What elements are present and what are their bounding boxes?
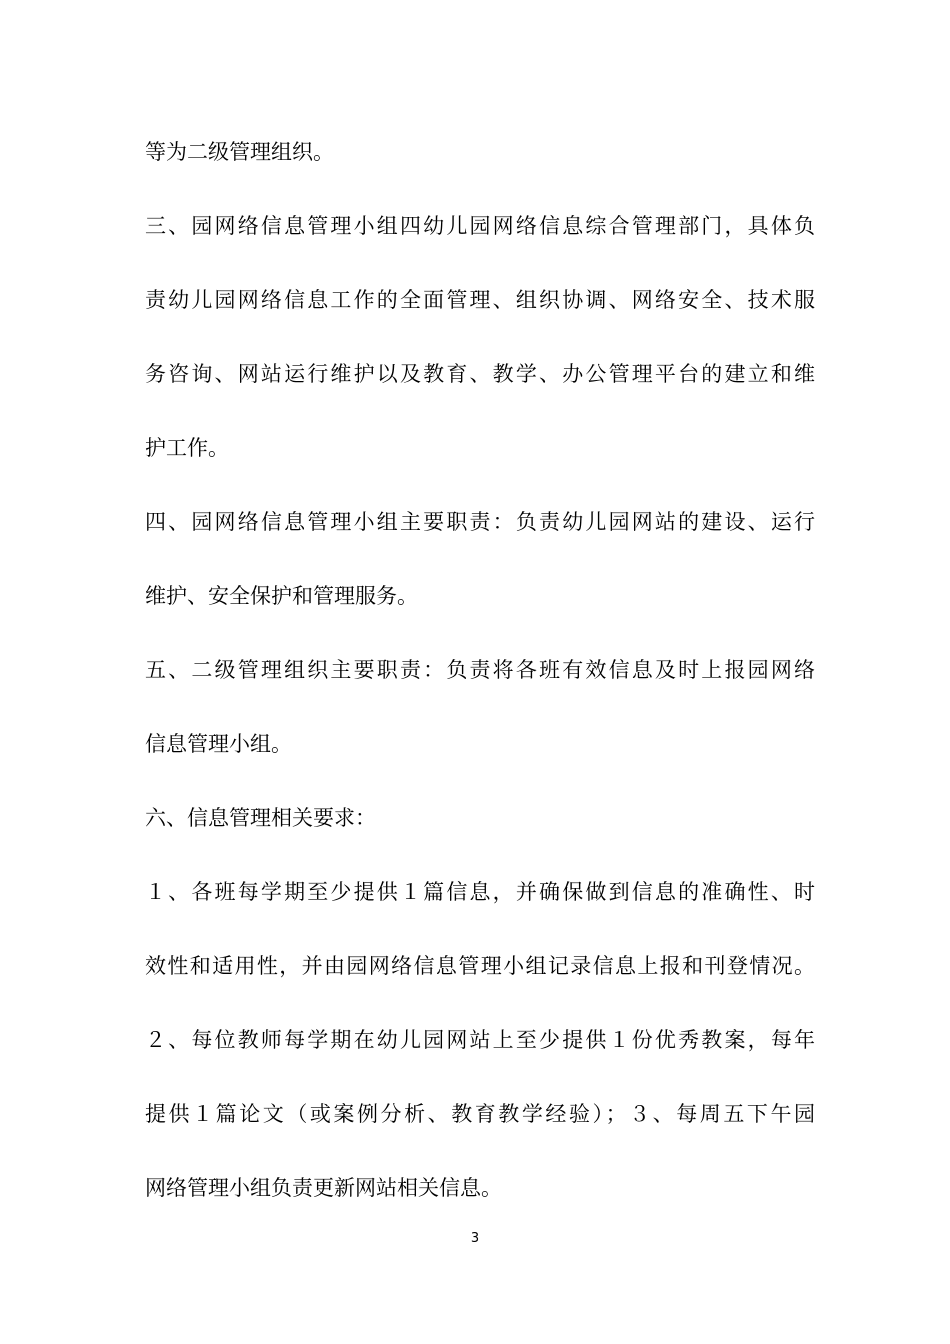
- text-line: 提供１篇论文（或案例分析、教育教学经验）；３、每周五下午园: [145, 1102, 815, 1126]
- text-line: 护工作。: [145, 436, 229, 460]
- text-line: 效性和适用性，并由园网络信息管理小组记录信息上报和刊登情况。: [145, 954, 815, 978]
- text-line: 责幼儿园网络信息工作的全面管理、组织协调、网络安全、技术服: [145, 288, 815, 312]
- text-line: 网络管理小组负责更新网站相关信息。: [145, 1176, 502, 1200]
- text-line: 三、园网络信息管理小组四幼儿园网络信息综合管理部门，具体负: [145, 214, 815, 238]
- page-number: 3: [470, 1231, 480, 1246]
- text-line: １、各班每学期至少提供１篇信息，并确保做到信息的准确性、时: [145, 880, 815, 904]
- text-line: 等为二级管理组织。: [145, 140, 334, 164]
- text-line: 信息管理小组。: [145, 732, 292, 756]
- text-line: 维护、安全保护和管理服务。: [145, 584, 418, 608]
- text-line: ２、每位教师每学期在幼儿园网站上至少提供１份优秀教案，每年: [145, 1028, 815, 1052]
- text-line: 务咨询、网站运行维护以及教育、教学、办公管理平台的建立和维: [145, 362, 815, 386]
- text-line: 四、园网络信息管理小组主要职责：负责幼儿园网站的建设、运行: [145, 510, 815, 534]
- text-line: 六、信息管理相关要求：: [145, 806, 376, 830]
- text-line: 五、二级管理组织主要职责：负责将各班有效信息及时上报园网络: [145, 658, 815, 682]
